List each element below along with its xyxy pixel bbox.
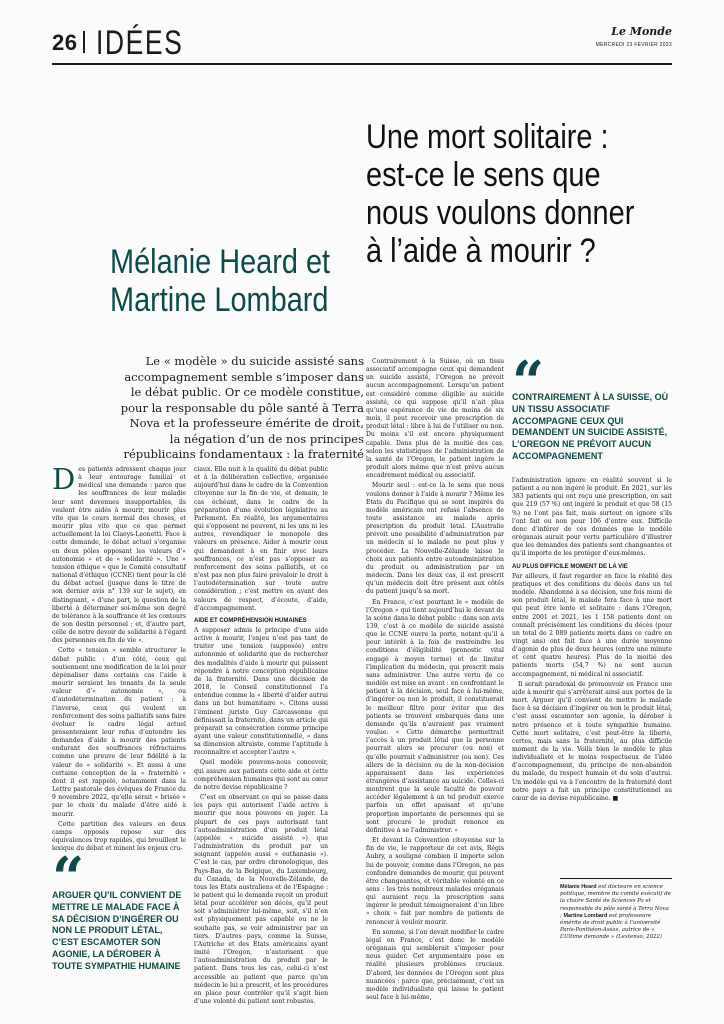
issue-date: MERCREDI 23 FÉVRIER 2023 [595, 42, 672, 48]
paragraph [52, 462, 186, 645]
paragraph: Il serait paradoxal de promouvoir en France une aide à mourir qui s’arrêterait ainsi aux portes de la mort. Arguer qu’il convient de mettre le malade face à sa décision d’ingérer ou non le produit létal, c’est aussi escamoter son agonie, la dérober à notre présence et à toute sympathie humaine. Cette mort solitaire, c’est peut-être la liberté, certes, mais sans la fraternité, au plus difficile moment de la vie. Voilà bien le modèle le plus individualiste et le moins respectueux de l’idée d’accompagnement, du principe de non-abandon du malade, du respect humain et du soin d’autrui. Un modèle qui va à l’encontre de la fraternité dont notre pays a fait un principe constitutionnel au cœur de sa devise républicaine. ■ [512, 680, 672, 802]
page-number: 26 [52, 30, 78, 55]
paragraph: Par ailleurs, il faut regarder en face la réalité des pratiques et des conditions du décès dans un tel modèle. Abandonné à sa décision, une fois muni de son produit létal, le malade fera face à une mort qui peut être lente et solitaire : dans l’Oregon, entre 2001 et 2021, les 1 158 patients dont on connaît précisément les conditions du décès (pour un total de 2 089 patients morts dans ce cadre en vingt ans) ont fait face à une durée moyenne d’agonie de plus de deux heures (entre une minute et cent quatre heures). Plus de la moitié des patients morts (54,7 %) ne sont aucun accompagnement, ni médical ni associatif. [512, 572, 672, 678]
paragraph: Mourir seul : est-ce là le sens que nous voulons donner à l’aide à mourir ? Même les Etats du Pacifique qui se sont inspirés du modèle américain ont refusé l’absence de toute assistance au malade après prescription du produit létal. L’Australie prévoit une possibilité d’administration par un médecin si le malade ne peut plus y procéder. La Nouvelle-Zélande laisse le choix aux patients entre autoadministration du produit ou administration par un médecin. Dans les deux cas, il est prescrit qu’un médecin doit être présent aux côtés du patient jusqu’à sa mort. [366, 482, 504, 596]
subheading: AIDE ET COMPRÉHENSION HUMAINES [194, 617, 307, 624]
bio-divider [560, 878, 672, 879]
paragraph: En France, c’est pourtant le « modèle de l’Oregon » qui tient aujourd’hui le devant de la scène dans le débat public : dans son avis 139, c’est à ce modèle de suicide assisté que le CCNE ouvre la porte, notant qu’il a pour intérêt à la fois de restreindre les conditions d’éligibilité (pronostic vital engagé à moyen terme) et de limiter l’implication du médecin, qui prescrit mais sans administrer. Une autre vertu de ce modèle est mise en avant : en confrontant le patient à la décision, seul face à lui-même, d’ingérer ou non le produit, il constituerait le meilleur filtre pour éviter que des patients se trouvent embarqués dans une demande qu’ils n’auraient pas vraiment voulue. « Cette démarche permettrait l’accès à un produit létal que la personne pourrait alors se procurer (ou non) et qu’elle pourrait s’administrer (ou non). Ces allers de la décision ou de la non-décision apparaissent dans les expériences étrangères d’assistance au suicide. Celles-ci montrent que la seule faculté de pouvoir accéder légalement à un tel produit exerce parfois un effet apaisant et qu’une proportion importante de personnes qui se sont procuré le produit renonce en définitive à se l’administrer. » [366, 598, 504, 834]
paragraph: l’administration ignore en réalité souvent si le patient a ou non ingéré le produit. En 2021, sur les 383 patients qui ont reçu une prescription, on sait que 219 (57 %) ont ingéré le produit et que 58 (15 %) ne l’ont pas fait, mais surtout on ignore s’ils l’ont fait ou non pour 106 d’entre eux. Difficile donc d’inférer de ces données que le modèle oréganais aurait pour vertu particulière d’illustrer que les demandes des patients sont changeantes et qu’il importe de les protéger d’eux-mêmes. [512, 477, 672, 558]
header-rule [52, 63, 672, 65]
paragraph: Et devant la Convention citoyenne sur la fin de vie, le rapporteur de cet avis, Régis Aubry, a souligné combien il importe selon lui de pouvoir, comme dans l’Oregon, ne pas confondre demandes de mourir, qui peuvent être changeantes, et véritable volonté en ce sens : les très nombreux malades oréganais qui auraient reçu la prescription sans ingérer le produit témoigneraient d’un libre « choix » fait par nombre de patients de renoncer à vouloir mourir. [366, 837, 504, 926]
paragraph: Quel modèle pouvons-nous concevoir, qui assure aux patients cette aide et cette compréhension humaines qui sont au cœur de notre devise républicaine ? [194, 759, 328, 791]
paragraph: Cette partition des valeurs en deux camps opposés repose sur des équivalences trop rapides, qui brouillent le lexique du débat et minent les enjeux cru- [52, 820, 186, 853]
text-column-3 [366, 358, 504, 1008]
bio-text-1: est docteure en science politique, membre du comité exécutif de la chaire Santé de Sciences Po et responsable du pôle santé à Terra Nova ; [560, 884, 671, 919]
paragraph: C’est en observant ce qui se passe dans les pays qui autorisent l’aide active à mourir que nous pouvons en juger. La plupart de ces pays autorisant tant l’autoadministration d’un produit létal (appelée « suicide assisté ») que l’administration du produit par un soignant (appelée aussi « euthanasie »). C’est le cas, par ordre chronologique, des Pays-Bas, de la Belgique, du Luxembourg, du Canada, de la Nouvelle-Zélande, de tous les Etats australiens et de l’Espagne : le patient qui le demande reçoit un produit létal pour accélérer son décès, qu’il peut soit s’administrer lui-même, soit, s’il n’en est physiquement pas capable ou ne le souhaite pas, se voir administrer par un tiers. D’autres pays, comme la Suisse, l’Autriche et des Etats américains ayant imité l’Oregon, n’autorisent que l’autoadministration du produit par le patient. Dans tous les cas, celui-ci n’est accessible au patient que parce qu’un médecin le lui a prescrit, et les procédures en place pour contrôler qu’il s’agit bien d’une volonté du patient sont robustes. [194, 794, 328, 1005]
drop-cap: D [52, 462, 76, 496]
header-divider [83, 31, 85, 53]
subheading: AU PLUS DIFFICILE MOMENT DE LA VIE [512, 563, 628, 570]
paragraph: Contrairement à la Suisse, où un tissu associatif accompagne ceux qui demandent un suicide assisté, l’Oregon ne prévoit aucun accompagnement. Lorsqu’un patient est considéré comme éligible au suicide assisté, ce qui suppose qu’il n’ait plus qu’une espérance de vie de moins de six mois, il peut recevoir une prescription de produit létal : libre à lui de l’utiliser ou non. Du moins s’il est encore physiquement capable. Dans plus de la moitié des cas, selon les statistiques de l’administration de la santé de l’Oregon, le patient ingère le produit alors même que n’est prévu aucun encadrement médical ou associatif. [366, 358, 504, 480]
paragraph: A supposer admis le principe d’une aide active à mourir, l’enjeu n’est pas tant de traiter une tension (supposée) entre autonomie et solidarité que de rechercher des modalités d’aide à mourir qui puissent répondre à notre conception républicaine de la fraternité. Dans une décision de 2018, le Conseil constitutionnel l’a entendue comme la « liberté d’aider autrui dans un but humanitaire ». Citons aussi l’éminent juriste Guy Carcassonne qui définissait la fraternité, dans un article qui préparait sa consécration comme principe ayant une valeur constitutionnelle, « dans sa dimension altruiste, comme l’aptitude à reconnaître et accepter l’autre ». [194, 626, 328, 757]
quote-mark-icon: “ [512, 349, 541, 415]
text-column-1 [52, 462, 186, 853]
bio-name-2: Martine Lombard [563, 912, 608, 919]
section-title: IDÉES [96, 24, 184, 62]
newspaper-logo: Le Monde [611, 25, 672, 38]
author-line-1: Mélanie Heard et [110, 243, 331, 281]
text-column-2 [194, 466, 328, 1008]
quote-mark-icon: “ [52, 845, 81, 911]
article-authors [110, 243, 330, 319]
paragraph: En somme, si l’on devait modifier le cadre légal en France, c’est donc le modèle oréganais qui semblerait s’imposer pour nous guider. Cet argumentaire pose en réalité plusieurs problèmes cruciaux. D’abord, les données de l’Oregon sont plus nuancées : parce que, précisément, c’est un modèle individualiste qui laisse le patient seul face à lui-même, [366, 928, 504, 1002]
author-bio [560, 884, 672, 942]
author-line-2: Martine Lombard [110, 281, 329, 319]
article-title: Une mort solitaire : est-ce le sens que nous voulons donner à l’aide à mourir ? [366, 118, 635, 270]
article-lead: Le « modèle » du suicide assisté sans accompagnement semble s’imposer dans le débat public. Or ce modèle constitue, pour la responsable du pôle santé à Terra Nova et la professeure émérite de droit, la négation d’un de nos principes républicains fondamentaux : la fraternité [120, 354, 364, 461]
bio-text-2: est professeure émérite de droit public à l’université Paris-Panthéon-Assas, autrice de « L’Ultime demande » (Lextenso, 2022) [560, 912, 662, 941]
paragraph: Cette « tension » semble structurer le débat public : d’un côté, ceux qui soutiennent une modification de la loi pour dépénaliser dans certains cas l’aide à mourir seraient les tenants de la seule valeur d’« autonomie », ou d’autodétermination du patient ; à l’inverse, ceux qui veulent un renforcement des soins palliatifs sans faire évoluer le cadre légal actuel présenteraient leur refus d’entendre les demandes d’aide à mourir des patients endurant des souffrances réfractaires comme une preuve de leur fidélité à la valeur de « solidarité ». Et aussi à une certaine conception de la « fraternité » dont il est rappelé, notamment dans la Lettre pastorale des évêques de France du 9 novembre 2022, qu’elle serait « brisée » par le choix du malade d’être aidé à mourir. [52, 647, 186, 818]
pull-quote-1: ARGUER QU’IL CONVIENT DE METTRE LE MALADE FACE À SA DÉCISION D’INGÉRER OU NON LE PRODUIT LÉTAL, C’EST ESCAMOTER SON AGONIE, LA DÉROBER À TOUTE SYMPATHIE HUMAINE [52, 890, 182, 971]
paragraph: ciaux. Elle nuit à la qualité du débat public et à la délibération collective, organisée aujourd’hui dans le cadre de la Convention citoyenne sur la fin de vie, et demain, le cas échéant, dans le cadre de la préparation d’une évolution législative au Parlement. En réalité, les argumentaires qui s’opposent ne peuvent, ni les uns ni les autres, revendiquer le monopole des valeurs en présence. Aider à mourir ceux qui demandent à en finir avec leurs souffrances, ce n’est pas s’opposer au renforcement des soins palliatifs, et ce n’est pas non plus faire prévaloir le droit à l’autodétermination sur toute autre considération ; c’est mettre en avant des valeurs de respect, d’écoute, d’aide, d’accompagnement. [194, 466, 328, 612]
pull-quote-2: CONTRAIREMENT À LA SUISSE, OÙ UN TISSU ASSOCIATIF ACCOMPAGNE CEUX QUI DEMANDENT UN SUICIDE ASSISTÉ, L’OREGON NE PRÉVOIT AUCUN ACCOMPAGNEMENT [512, 392, 669, 461]
text-column-4 [512, 477, 672, 872]
bio-name-1: Mélanie Heard [560, 884, 597, 890]
paragraph-text: es patients adressent chaque jour à leur entourage familial et médical une demande : parce que les souffrances de leur maladie leur sont devenues insupportables, ils veulent être aidés à mourir, mourir plus vite que le cours normal des choses, et mourir plus vite que ce que permet actuellement la loi Claeys-Leonetti. Face à cette demande, le débat actuel s’organise en deux pôles opposant les valeurs d’« autonomie » et de « solidarité ». Une « tension éthique » que le Comité consultatif national d’éthique (CCNE) tient pour la clé du débat actuel (jusque dans le titre de son dernier avis n° 139 sur le sujet), en distinguant, « d’une part, le question de la liberté à déterminer soi-même son degré de tolérance à la souffrance et les contours de son destin personnel ; et, d’autre part, celle de notre devoir de solidarité à l’égard des personnes en fin de vie ». [52, 466, 186, 645]
